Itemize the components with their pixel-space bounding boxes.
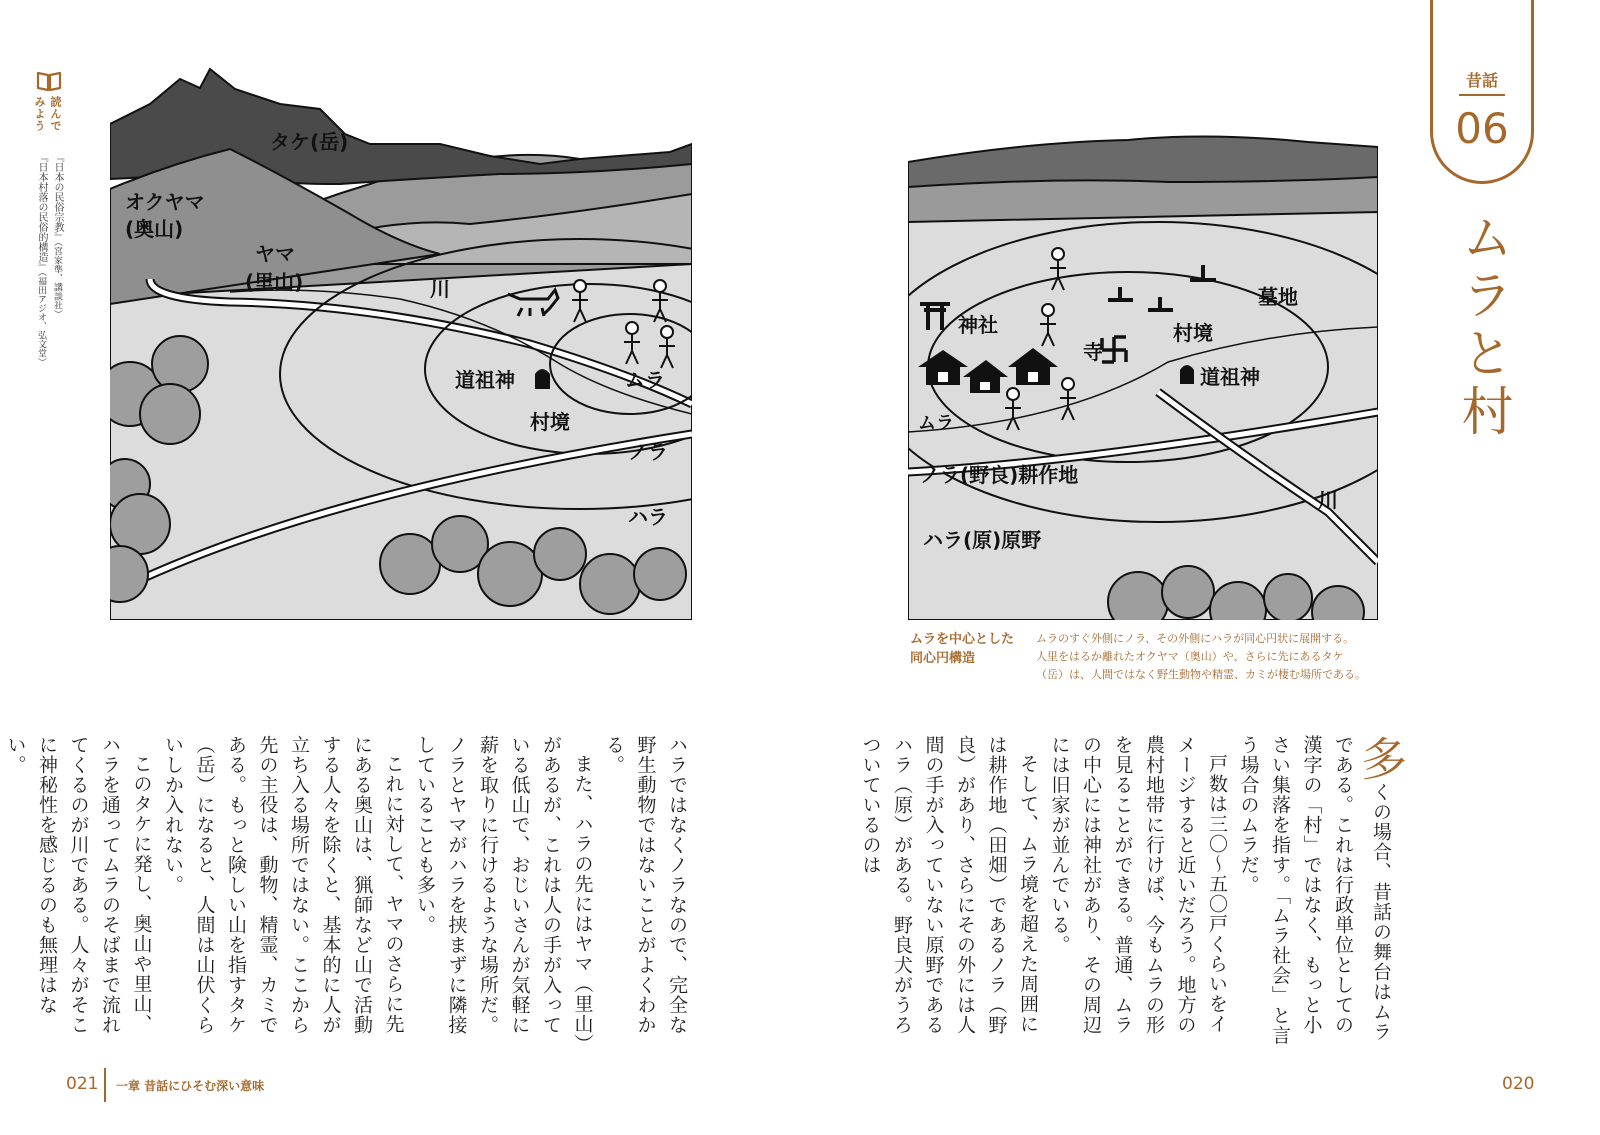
chapter-label: 一章 昔話にひそむ深い意味 [116,1079,265,1093]
book1-title: 『日本の民俗宗教』 [52,152,63,242]
book-icon [36,70,62,96]
chapter-number: 06 [1455,104,1509,153]
label-dosojin: 道祖神 [1200,365,1260,389]
right-illustration [908,122,1378,620]
label-mura: ムラ [918,413,954,434]
label-dosojin: 道祖神 [455,368,515,392]
label-hara: ハラ [628,505,668,529]
left-paragraph-3: これに対して、ヤマのさらに先にある奥山は、猟師など山で活動する人々を除くと、基本的に人が立ち入る場所ではない。ここから先の主役は、動物、精霊、カミである。もっと険しい山を指すタケ（岳）になると、人間は山伏くらいしか入れない。 [162,735,405,1035]
label-jinja: 神社 [958,313,998,337]
section-title: ムラと村 [1452,210,1512,442]
dropcap: 多 [1354,735,1408,782]
footer-divider [104,1068,106,1102]
reading-note-heading-2: みよう [33,96,46,132]
label-okuyama-2: (奥山) [125,217,184,241]
reading-note-heading-1: 読んで [49,96,62,132]
right-page-number: 020 [1502,1074,1535,1094]
label-take: タケ(岳) [270,130,349,154]
right-paragraph-3: そして、ムラ境を超えた周囲には耕作地（田畑）であるノラ（野良）があり、さらにその外には人間の手が入っていない原野であるハラ（原）がある。野良犬がうろついているのは [859,735,1039,1035]
chapter-divider [1459,94,1505,96]
right-paragraph-2: 戸数は三〇〜五〇戸くらいをイメージすると近いだろう。地方の農村地帯に行けば、今もムラの形を見ることができる。普通、ムラの中心には神社があり、その周辺には旧家が並んでいる。 [1048,735,1228,1035]
caption-line-3: （岳）は、人間ではなく野生動物や精霊、カミが棲む場所である。 [1036,668,1366,681]
left-body-text [4,735,692,1050]
chapter-badge [1430,0,1534,184]
book2-title: 『日本村落の民俗的構造』 [36,152,47,272]
label-tera: 寺 [1083,340,1103,364]
label-okuyama-1: オクヤマ [125,190,205,214]
left-page-number: 021 [66,1074,99,1094]
book1-meta: （宮家準、講談社） [52,242,62,319]
label-mura: ムラ [625,368,665,392]
right-body-text [859,735,1408,1050]
left-paragraph-1: ハラではなくノラなので、完全な野生動物ではないことがよくわかる。 [603,735,688,1035]
label-murazakai: 村境 [1173,321,1213,345]
left-paragraph-2: また、ハラの先にはヤマ（里山）があるが、これは人の手が入っている低山で、おじいさんが気軽に薪を取りに行けるような場所だ。ノラとヤマがハラを挟まずに隣接していることも多い。 [414,735,594,1045]
chapter-category: 昔話 [1465,71,1498,90]
right-paragraph-1: くの場合、昔話の舞台はムラである。これは行政単位としての漢字の「村」ではなく、もっと小さい集落を指す。「ムラ社会」と言う場合のムラだ。 [1237,735,1392,1046]
left-paragraph-4: このタケに発し、奥山や里山、ハラを通ってムラのそばまで流れてくるのが川である。人々がそこに神秘性を感じるのも無理はない。 [4,735,153,1035]
label-yama-1: ヤマ [255,242,295,266]
caption-title-2: 同心円構造 [910,651,976,666]
label-kawa: 川 [1318,488,1338,512]
label-yama-2: (里山) [245,270,304,294]
figure-caption [910,630,1390,690]
caption-line-1: ムラのすぐ外側にノラ、その外側にハラが同心円状に展開する。 [1036,632,1355,645]
caption-title-1: ムラを中心とした [910,632,1015,647]
left-illustration [110,64,692,620]
caption-line-2: 人里をはるか離れたオクヤマ（奥山）や、さらに先にあるタケ [1036,650,1344,663]
book2-meta: （福田アジオ、弘文堂） [36,272,46,367]
label-kawa: 川 [430,277,450,301]
label-murazakai: 村境 [530,410,570,434]
reading-note [30,70,70,400]
label-nora: ノラ(野良)耕作地 [920,463,1079,487]
label-nora: ノラ [628,440,668,464]
label-hara: ハラ(原)原野 [923,528,1042,552]
label-bochi: 墓地 [1258,285,1298,309]
